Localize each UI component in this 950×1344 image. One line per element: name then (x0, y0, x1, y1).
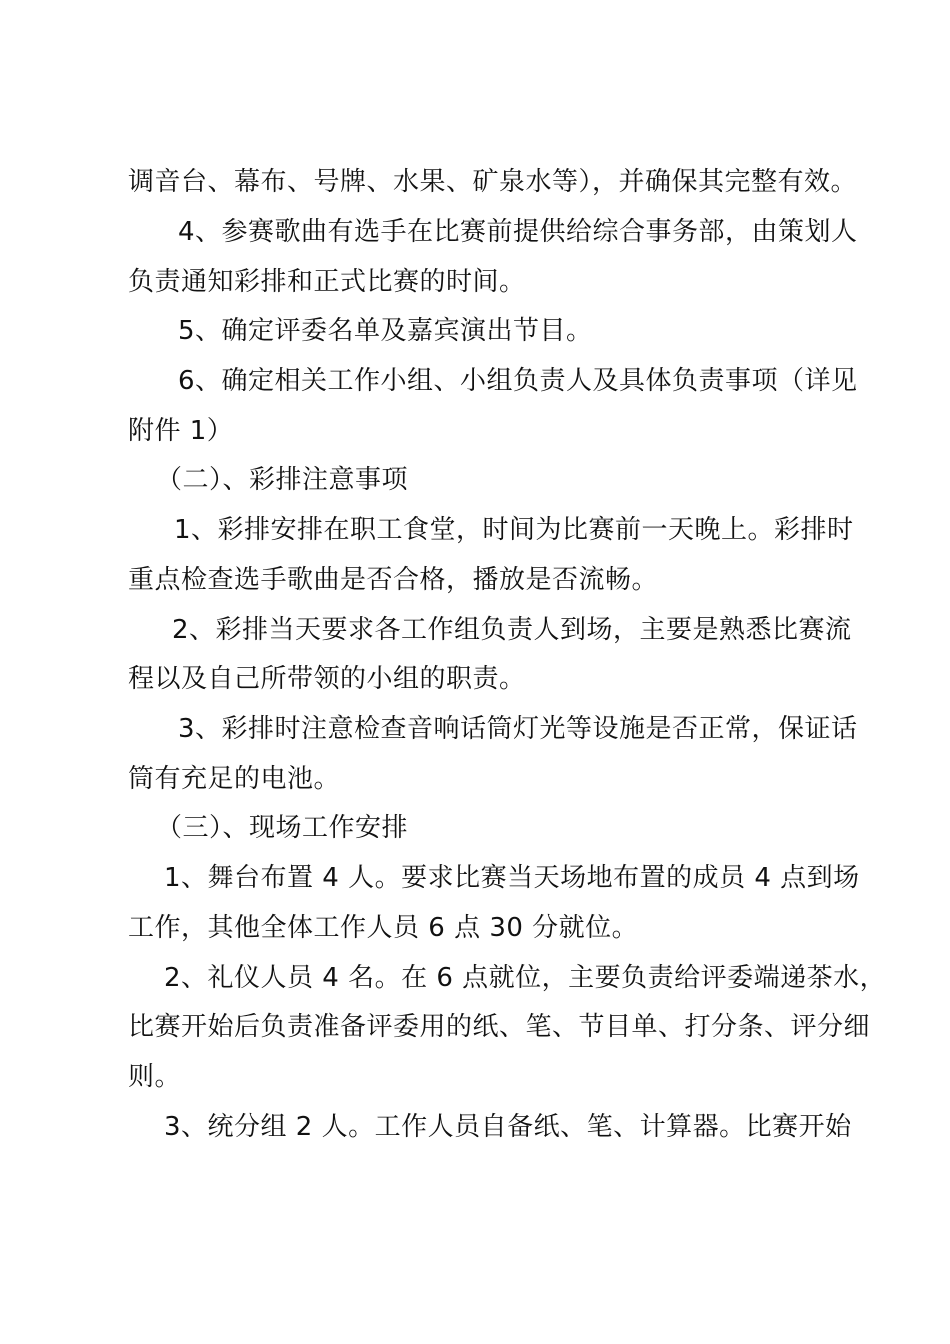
text-line-5: 6、确定相关工作小组、小组负责人及具体负责事项（详见 (178, 366, 858, 396)
text-line-10: 2、彩排当天要求各工作组负责人到场，主要是熟悉比赛流 (172, 615, 852, 645)
text-line-15: 1、舞台布置 4 人。要求比赛当天场地布置的成员 4 点到场 (164, 863, 860, 893)
text-line-20: 3、统分组 2 人。工作人员自备纸、笔、计算器。比赛开始 (164, 1112, 852, 1142)
text-line-6: 附件 1） (128, 416, 234, 446)
text-line-13: 筒有充足的电池。 (128, 764, 341, 794)
text-line-19: 则。 (128, 1062, 182, 1092)
text-line-8: 1、彩排安排在职工食堂，时间为比赛前一天晚上。彩排时 (174, 515, 854, 545)
text-line-12: 3、彩排时注意检查音响话筒灯光等设施是否正常，保证话 (178, 714, 858, 744)
text-line-16: 工作，其他全体工作人员 6 点 30 分就位。 (128, 913, 639, 943)
section-heading-2: （二）、彩排注意事项 (156, 465, 409, 495)
text-line-3: 负责通知彩排和正式比赛的时间。 (128, 267, 526, 297)
text-line-1: 调音台、幕布、号牌、水果、矿泉水等），并确保其完整有效。 (128, 167, 858, 197)
text-line-9: 重点检查选手歌曲是否合格，播放是否流畅。 (128, 565, 659, 595)
text-line-18: 比赛开始后负责准备评委用的纸、笔、节目单、打分条、评分细 (128, 1012, 871, 1042)
text-line-4: 5、确定评委名单及嘉宾演出节目。 (178, 316, 593, 346)
text-line-17: 2、礼仪人员 4 名。在 6 点就位，主要负责给评委端递茶水， (164, 963, 887, 993)
text-line-11: 程以及自己所带领的小组的职责。 (128, 664, 526, 694)
text-line-2: 4、参赛歌曲有选手在比赛前提供给综合事务部，由策划人 (178, 217, 858, 247)
section-heading-3: （三）、现场工作安排 (156, 813, 409, 843)
